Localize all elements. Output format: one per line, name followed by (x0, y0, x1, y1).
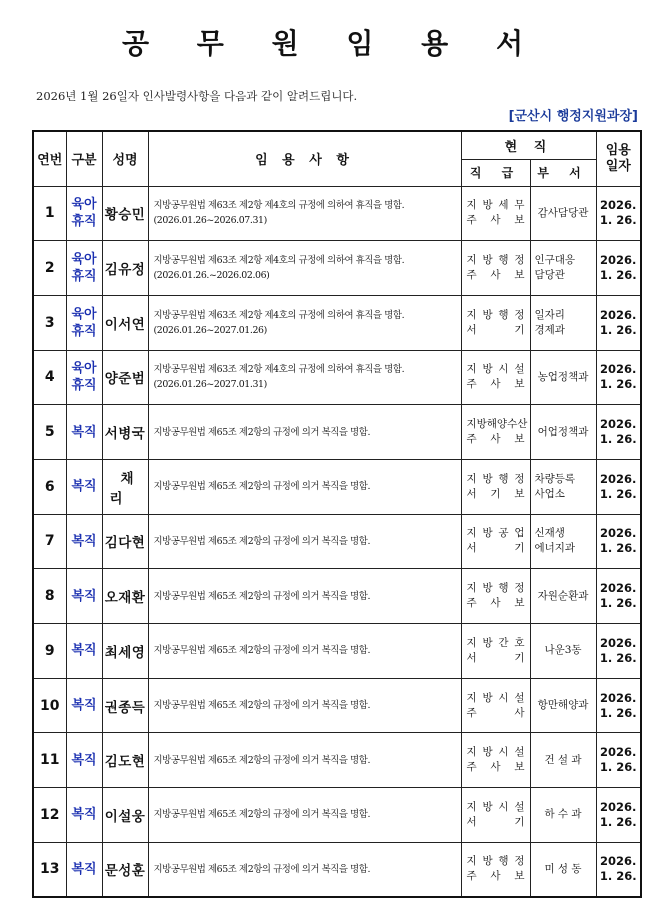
row-type (66, 733, 102, 788)
row-department (530, 678, 596, 733)
row-type-type1: 복직 (71, 752, 97, 768)
row-matter-matter1: 지방공무원법 제65조 제2항의 규정에 의거 복직을 명함. (153, 809, 371, 821)
row-number (33, 350, 66, 405)
header-date-line1: 임용 (605, 142, 631, 158)
row-number-no: 1 (44, 205, 55, 222)
row-number (33, 459, 66, 514)
row-matter (148, 186, 461, 241)
row-date-date2: 1. 26. (599, 268, 637, 283)
row-department (530, 241, 596, 296)
row-date-date1: 2026. (600, 581, 637, 596)
row-date-date2: 1. 26. (599, 705, 637, 720)
row-name (102, 788, 148, 843)
row-type-type1: 복직 (71, 698, 97, 714)
row-type (66, 678, 102, 733)
row-name-name: 최세영 (104, 644, 146, 661)
row-department-dept1: 나운3동 (544, 644, 582, 657)
row-type-type1: 육아 (71, 306, 97, 322)
row-date-date2: 1. 26. (599, 432, 637, 447)
row-matter-matter1: 지방공무원법 제65조 제2항의 규정에 의거 복직을 명함. (153, 481, 371, 493)
row-date-date2: 1. 26. (599, 596, 637, 611)
row-matter (148, 733, 461, 788)
row-grade-grade1: 지 방 행 정 (466, 855, 525, 868)
row-grade-grade1: 지 방 시 설 (466, 746, 525, 759)
row-number (33, 241, 66, 296)
row-grade-grade2: 주 사 (466, 706, 525, 719)
row-date (596, 459, 641, 514)
row-matter-matter1: 지방공무원법 제65조 제2항의 규정에 의거 복직을 명함. (153, 645, 371, 657)
row-department (530, 514, 596, 569)
row-date-date2: 1. 26. (599, 377, 637, 392)
row-matter (148, 569, 461, 624)
table-row (33, 733, 641, 788)
row-date (596, 788, 641, 843)
row-date (596, 186, 641, 241)
row-department (530, 295, 596, 350)
row-date (596, 842, 641, 897)
row-name (102, 295, 148, 350)
row-matter-matter1: 지방공무원법 제65조 제2항의 규정에 의거 복직을 명함. (153, 426, 371, 438)
row-matter-matter1: 지방공무원법 제65조 제2항의 규정에 의거 복직을 명함. (153, 590, 371, 602)
row-type (66, 186, 102, 241)
row-number-no: 3 (44, 314, 55, 331)
row-matter (148, 459, 461, 514)
row-grade-grade1: 지 방 공 업 (466, 527, 525, 540)
row-grade-grade1: 지 방 세 무 (466, 199, 525, 212)
row-name-name: 채 리 (109, 470, 152, 507)
row-type-type1: 육아 (71, 197, 97, 213)
row-matter-matter1: 지방공무원법 제63조 제2항 제4호의 규정에 의하여 휴직을 명함. (153, 200, 405, 212)
document-title: 공 무 원 임 용 서 (121, 27, 543, 60)
row-date (596, 624, 641, 679)
row-name-name: 김유정 (104, 262, 146, 279)
row-department-dept1: 미 성 동 (544, 862, 582, 875)
row-matter (148, 241, 461, 296)
row-department-dept2: 에너지과 (534, 542, 576, 555)
row-grade-grade2: 주 사 보 (466, 433, 525, 446)
row-type (66, 241, 102, 296)
row-grade-grade1: 지 방 행 정 (466, 254, 525, 267)
row-number (33, 678, 66, 733)
row-type-type1: 복직 (71, 643, 97, 659)
row-grade-grade2: 서 기 (466, 815, 525, 828)
row-date (596, 295, 641, 350)
row-grade-grade2: 서 기 (466, 542, 525, 555)
row-date-date1: 2026. (600, 854, 637, 869)
table-row (33, 788, 641, 843)
row-type (66, 514, 102, 569)
row-date-date1: 2026. (600, 690, 637, 705)
row-number-no: 5 (44, 424, 55, 441)
row-date-date2: 1. 26. (599, 814, 637, 829)
row-department (530, 459, 596, 514)
row-date (596, 514, 641, 569)
row-department (530, 842, 596, 897)
row-type-type1: 복직 (71, 588, 97, 604)
row-grade-grade1: 지방해양수산 (466, 418, 528, 431)
row-name-name: 서병국 (104, 426, 146, 443)
header-date-line2: 일자 (605, 158, 631, 174)
row-name-name: 황승민 (104, 207, 146, 224)
row-name-name: 오재환 (104, 590, 146, 607)
row-grade (461, 788, 530, 843)
row-type (66, 295, 102, 350)
row-grade (461, 569, 530, 624)
table-row (33, 678, 641, 733)
row-matter (148, 514, 461, 569)
table-row (33, 186, 641, 241)
row-number-no: 10 (40, 697, 60, 714)
table-row (33, 295, 641, 350)
row-department (530, 624, 596, 679)
row-matter (148, 624, 461, 679)
row-matter-matter2: (2026.01.26~2027.01.26) (153, 324, 267, 336)
row-grade-grade1: 지 방 시 설 (466, 363, 525, 376)
row-grade (461, 241, 530, 296)
row-date-date2: 1. 26. (599, 322, 637, 337)
row-date-date1: 2026. (600, 799, 637, 814)
header-grade: 직 급 (461, 159, 530, 186)
row-date-date1: 2026. (600, 526, 637, 541)
row-type (66, 459, 102, 514)
row-name (102, 514, 148, 569)
table-row (33, 459, 641, 514)
row-type-type1: 육아 (71, 361, 97, 377)
table-row (33, 241, 641, 296)
table-row (33, 569, 641, 624)
row-grade (461, 350, 530, 405)
row-date-date2: 1. 26. (599, 213, 637, 228)
row-name (102, 678, 148, 733)
row-grade (461, 405, 530, 460)
row-date-date1: 2026. (600, 417, 637, 432)
row-number-no: 12 (40, 806, 60, 823)
row-date (596, 678, 641, 733)
table-row (33, 350, 641, 405)
row-matter-matter1: 지방공무원법 제65조 제2항의 규정에 의거 복직을 명함. (153, 535, 371, 547)
row-matter (148, 842, 461, 897)
row-type-type2: 휴직 (71, 269, 97, 285)
row-department-dept1: 차량등록 (534, 472, 576, 485)
row-date-date1: 2026. (600, 745, 637, 760)
row-department-dept2: 사업소 (534, 487, 565, 500)
row-name-name: 권종득 (104, 699, 146, 716)
row-name-name: 김도현 (104, 754, 146, 771)
row-department (530, 788, 596, 843)
row-matter-matter1: 지방공무원법 제63조 제2항 제4호의 규정에 의하여 휴직을 명함. (153, 255, 405, 267)
row-name (102, 624, 148, 679)
header-current-position: 현 직 (461, 131, 596, 159)
row-name (102, 405, 148, 460)
row-date-date1: 2026. (600, 307, 637, 322)
row-name-name: 양준범 (104, 371, 146, 388)
row-type-type1: 복직 (71, 424, 97, 440)
row-matter-matter1: 지방공무원법 제65조 제2항의 규정에 의거 복직을 명함. (153, 863, 371, 875)
row-grade (461, 295, 530, 350)
row-date-date2: 1. 26. (599, 486, 637, 501)
row-number-no: 7 (44, 533, 55, 550)
row-department-dept1: 어업정책과 (537, 425, 589, 438)
row-type-type1: 복직 (71, 807, 97, 823)
header-name: 성명 (102, 131, 148, 186)
row-date (596, 569, 641, 624)
appointment-table (32, 130, 642, 898)
row-department-dept1: 인구대응 (534, 254, 576, 267)
row-matter-matter1: 지방공무원법 제65조 제2항의 규정에 의거 복직을 명함. (153, 700, 371, 712)
row-department (530, 733, 596, 788)
row-department-dept1: 항만해양과 (537, 699, 589, 712)
row-department-dept1: 신재생 (534, 527, 565, 540)
row-name (102, 733, 148, 788)
row-department (530, 405, 596, 460)
row-matter-matter2: (2026.01.26.~2026.02.06) (153, 270, 270, 282)
row-type-type2: 휴직 (71, 323, 97, 339)
row-matter (148, 788, 461, 843)
row-number-no: 13 (40, 861, 60, 878)
row-number-no: 2 (44, 260, 55, 277)
table-row (33, 405, 641, 460)
intro-text: 2026년 1월 26일자 인사발령사항을 다음과 같이 알려드립니다. (36, 89, 358, 103)
row-department (530, 569, 596, 624)
row-type-type1: 복직 (71, 479, 97, 495)
row-matter-matter2: (2026.01.26~2027.01.31) (153, 379, 267, 391)
row-name-name: 김다현 (104, 535, 146, 552)
row-grade-grade2: 서 기 (466, 323, 525, 336)
row-grade-grade2: 주 사 보 (466, 761, 525, 774)
row-grade-grade1: 지 방 시 설 (466, 691, 525, 704)
row-grade-grade1: 지 방 행 정 (466, 308, 525, 321)
department-tag: [군산시 행정지원과장] (508, 109, 638, 124)
row-date-date1: 2026. (600, 635, 637, 650)
row-date-date2: 1. 26. (599, 760, 637, 775)
row-number (33, 788, 66, 843)
row-department-dept1: 일자리 (534, 308, 565, 321)
row-number (33, 624, 66, 679)
row-department-dept2: 경제과 (534, 323, 565, 336)
row-name-name: 이설웅 (104, 808, 146, 825)
row-number (33, 186, 66, 241)
row-type-type2: 휴직 (71, 214, 97, 230)
row-number (33, 569, 66, 624)
row-name (102, 569, 148, 624)
header-matter: 임 용 사 항 (148, 131, 461, 186)
row-number (33, 405, 66, 460)
row-number (33, 295, 66, 350)
row-grade-grade2: 주 사 보 (466, 378, 525, 391)
row-matter-matter1: 지방공무원법 제65조 제2항의 규정에 의거 복직을 명함. (153, 754, 371, 766)
table-row (33, 842, 641, 897)
row-number (33, 514, 66, 569)
row-grade (461, 733, 530, 788)
row-grade-grade2: 서 기 보 (466, 487, 525, 500)
table-row (33, 624, 641, 679)
row-grade (461, 186, 530, 241)
row-date (596, 241, 641, 296)
row-grade-grade1: 지 방 시 설 (466, 800, 525, 813)
header-department: 부 서 (530, 159, 596, 186)
row-grade (461, 459, 530, 514)
row-name (102, 241, 148, 296)
row-type-type1: 복직 (71, 861, 97, 877)
row-grade-grade1: 지 방 간 호 (466, 636, 525, 649)
row-type-type1: 복직 (71, 533, 97, 549)
row-type (66, 405, 102, 460)
row-department (530, 350, 596, 405)
row-department-dept1: 하 수 과 (544, 808, 582, 821)
row-type (66, 788, 102, 843)
row-grade-grade2: 주 사 보 (466, 597, 525, 610)
row-date (596, 350, 641, 405)
row-grade-grade1: 지 방 행 정 (466, 582, 525, 595)
row-date-date2: 1. 26. (599, 541, 637, 556)
row-number-no: 4 (44, 369, 55, 386)
row-date-date1: 2026. (600, 362, 637, 377)
row-date-date1: 2026. (600, 471, 637, 486)
row-date-date1: 2026. (600, 198, 637, 213)
row-name (102, 842, 148, 897)
row-name-name: 이서연 (104, 316, 146, 333)
row-department (530, 186, 596, 241)
row-name (102, 459, 152, 514)
row-date (596, 405, 641, 460)
row-date (596, 733, 641, 788)
header-appointment-date (596, 131, 641, 186)
row-grade (461, 514, 530, 569)
row-grade-grade1: 지 방 행 정 (466, 472, 525, 485)
row-grade (461, 842, 530, 897)
row-department-dept1: 자원순환과 (537, 589, 589, 602)
row-matter (148, 405, 461, 460)
row-grade (461, 678, 530, 733)
row-name-name: 문성훈 (104, 863, 146, 880)
row-matter (148, 295, 461, 350)
table-row (33, 514, 641, 569)
row-type-type2: 휴직 (71, 378, 97, 394)
row-department-dept1: 건 설 과 (544, 753, 582, 766)
header-number: 연번 (33, 131, 66, 186)
row-grade (461, 624, 530, 679)
row-number-no: 8 (44, 588, 55, 605)
row-date-date2: 1. 26. (599, 650, 637, 665)
row-grade-grade2: 주 사 보 (466, 269, 525, 282)
row-type (66, 350, 102, 405)
row-number (33, 842, 66, 897)
row-department-dept1: 감사담당관 (537, 206, 589, 219)
header-type: 구분 (66, 131, 102, 186)
row-name (102, 350, 148, 405)
row-department-dept2: 담당관 (534, 269, 565, 282)
row-number (33, 733, 66, 788)
row-date-date1: 2026. (600, 253, 637, 268)
row-grade-grade2: 주 사 보 (466, 870, 525, 883)
row-matter-matter2: (2026.01.26~2026.07.31) (153, 215, 267, 227)
row-grade-grade2: 주 사 보 (466, 214, 525, 227)
row-date-date2: 1. 26. (599, 869, 637, 884)
row-type-type1: 육아 (71, 252, 97, 268)
row-type (66, 624, 102, 679)
row-type (66, 842, 102, 897)
row-matter (148, 678, 461, 733)
row-matter-matter1: 지방공무원법 제63조 제2항 제4호의 규정에 의하여 휴직을 명함. (153, 364, 405, 376)
table-body (33, 186, 641, 897)
row-department-dept1: 농업정책과 (537, 370, 589, 383)
row-number-no: 9 (44, 642, 55, 659)
row-grade-grade2: 서 기 (466, 651, 525, 664)
row-type (66, 569, 102, 624)
row-name (102, 186, 148, 241)
row-number-no: 6 (44, 478, 55, 495)
row-number-no: 11 (40, 752, 60, 769)
row-matter (148, 350, 461, 405)
row-matter-matter1: 지방공무원법 제63조 제2항 제4호의 규정에 의하여 휴직을 명함. (153, 309, 405, 321)
